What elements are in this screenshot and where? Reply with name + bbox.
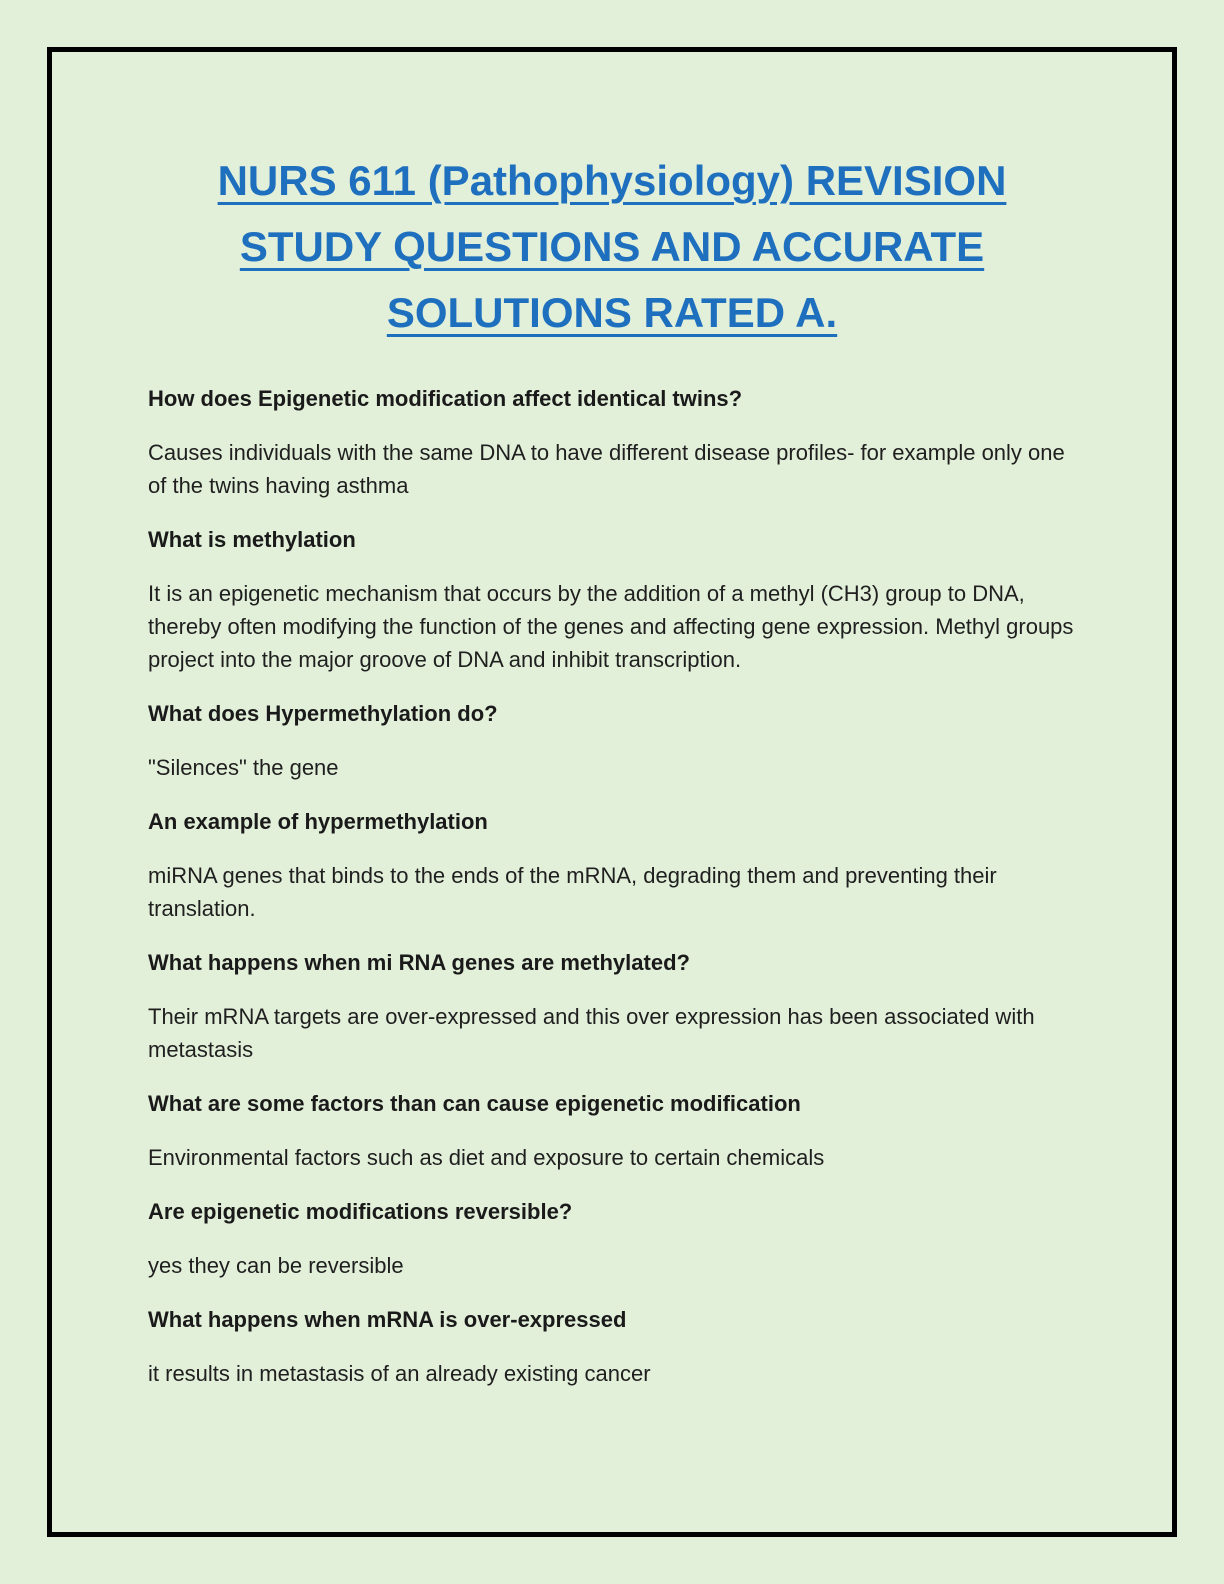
document-content [52,52,1172,1390]
document-title [148,148,1076,346]
question-text: What does Hypermethylation do? [148,701,498,726]
question-text: Are epigenetic modifications reversible? [148,1199,573,1224]
answer-text: Environmental factors such as diet and exposure to certain chemicals [148,1145,825,1170]
answer-text: yes they can be reversible [148,1253,404,1278]
answer-text: Causes individuals with the same DNA to have different disease profiles- for example only one of the twins having asthma [148,440,1065,498]
question-text: What are some factors than can cause epigenetic modification [148,1091,801,1116]
qa-list [148,382,1076,1390]
question-text: An example of hypermethylation [148,809,488,834]
title-line-1: NURS 611 (Pathophysiology) REVISION [217,157,1007,204]
answer-text: miRNA genes that binds to the ends of the mRNA, degrading them and preventing their translation. [148,863,997,921]
title-line-3: SOLUTIONS RATED A. [386,289,838,336]
answer-text: it results in metastasis of an already existing cancer [148,1361,651,1386]
answer-text: Their mRNA targets are over-expressed and this over expression has been associated with metastasis [148,1004,1035,1062]
question-text: What is methylation [148,527,356,552]
answer-text: It is an epigenetic mechanism that occurs by the addition of a methyl (CH3) group to DNA, thereby often modifying the function of the genes and affecting gene expression. Methyl groups project into the major groove of DNA and inhibit transcription. [148,581,1074,672]
page-border-frame [47,47,1177,1537]
title-line-2: STUDY QUESTIONS AND ACCURATE [239,223,985,270]
answer-text: "Silences" the gene [148,755,339,780]
question-text: How does Epigenetic modification affect identical twins? [148,386,743,411]
question-text: What happens when mi RNA genes are methylated? [148,950,690,975]
question-text: What happens when mRNA is over-expressed [148,1307,627,1332]
